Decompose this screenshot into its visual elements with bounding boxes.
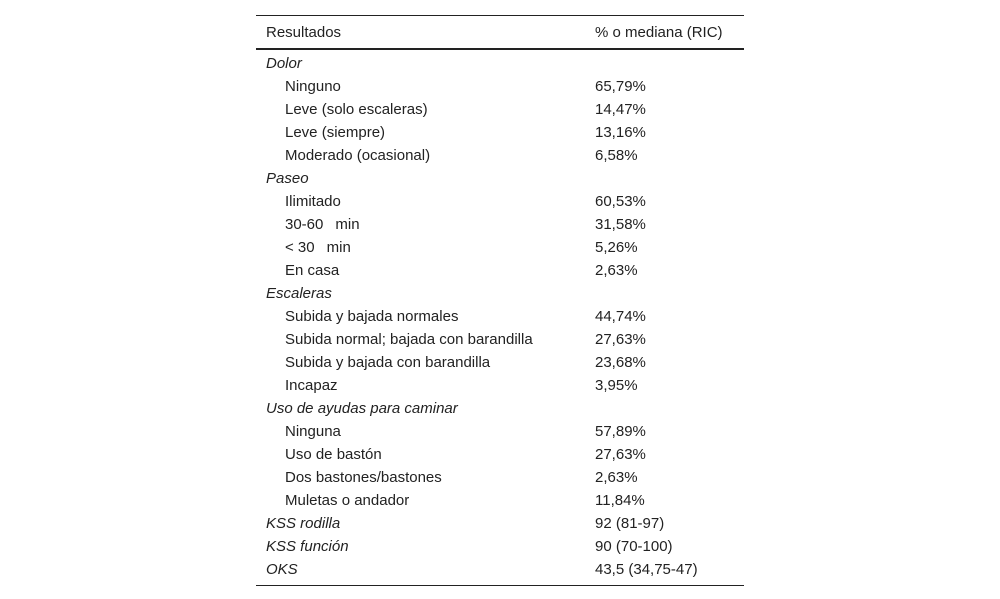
table-row	[256, 121, 744, 144]
row-label: Ilimitado	[285, 193, 341, 210]
row-value: 27,63%	[595, 446, 646, 463]
row-value: 23,68%	[595, 354, 646, 371]
table-section-row	[256, 52, 744, 75]
table-body	[256, 52, 744, 581]
row-value: 11,84%	[595, 492, 645, 509]
row-label: Muletas o andador	[285, 492, 410, 509]
section-label: Uso de ayudas para caminar	[266, 400, 458, 417]
table-section-row	[256, 558, 744, 581]
section-label: KSS rodilla	[266, 515, 341, 532]
table-row	[256, 190, 744, 213]
table-row	[256, 75, 744, 98]
table-row	[256, 98, 744, 121]
row-value: 31,58%	[595, 216, 646, 233]
row-value: 6,58%	[595, 147, 638, 164]
table-row	[256, 443, 744, 466]
row-label: Subida y bajada normales	[285, 308, 459, 325]
row-value: 90 (70-100)	[595, 538, 673, 555]
results-table	[256, 15, 744, 586]
table-section-row	[256, 397, 744, 420]
table-row	[256, 305, 744, 328]
row-label: Subida y bajada con barandilla	[285, 354, 491, 371]
table-row	[256, 213, 744, 236]
row-value: 5,26%	[595, 239, 638, 256]
row-value: 3,95%	[595, 377, 638, 394]
table-section-row	[256, 167, 744, 190]
section-label: Escaleras	[266, 285, 332, 302]
row-value: 57,89%	[595, 423, 646, 440]
table-row	[256, 259, 744, 282]
table-header-row	[256, 16, 744, 48]
table-row	[256, 351, 744, 374]
row-label: Moderado (ocasional)	[285, 147, 431, 164]
row-value: 43,5 (34,75-47)	[595, 561, 698, 578]
table-row	[256, 328, 744, 351]
row-value: 14,47%	[595, 101, 646, 118]
row-label: < 30 min	[285, 239, 351, 256]
section-label: KSS función	[266, 538, 349, 555]
table-row	[256, 466, 744, 489]
row-value: 27,63%	[595, 331, 646, 348]
table-section-row	[256, 512, 744, 535]
header-percent-median: % o mediana (RIC)	[595, 24, 723, 41]
section-label: OKS	[266, 561, 298, 578]
row-value: 65,79%	[595, 78, 646, 95]
row-label: 30-60 min	[285, 216, 360, 233]
row-label: Leve (solo escaleras)	[285, 101, 428, 118]
table-row	[256, 236, 744, 259]
row-label: Dos bastones/bastones	[285, 469, 442, 486]
row-value: 44,74%	[595, 308, 646, 325]
section-label: Dolor	[266, 55, 302, 72]
section-label: Paseo	[266, 170, 309, 187]
row-label: Uso de bastón	[285, 446, 382, 463]
header-results: Resultados	[266, 24, 342, 41]
row-label: Leve (siempre)	[285, 124, 386, 141]
table-section-row	[256, 282, 744, 305]
table-row	[256, 489, 744, 512]
row-label: Subida normal; bajada con barandilla	[285, 331, 533, 348]
row-value: 2,63%	[595, 469, 638, 486]
row-label: Ninguna	[285, 423, 341, 440]
table-section-row	[256, 535, 744, 558]
row-value: 60,53%	[595, 193, 646, 210]
row-label: Ninguno	[285, 78, 341, 95]
table-bottom-rule	[256, 585, 744, 586]
row-label: Incapaz	[285, 377, 338, 394]
row-value: 92 (81-97)	[595, 515, 665, 532]
table-row	[256, 420, 744, 443]
row-value: 2,63%	[595, 262, 638, 279]
row-label: En casa	[285, 262, 340, 279]
table-row	[256, 374, 744, 397]
table-row	[256, 144, 744, 167]
row-value: 13,16%	[595, 124, 646, 141]
